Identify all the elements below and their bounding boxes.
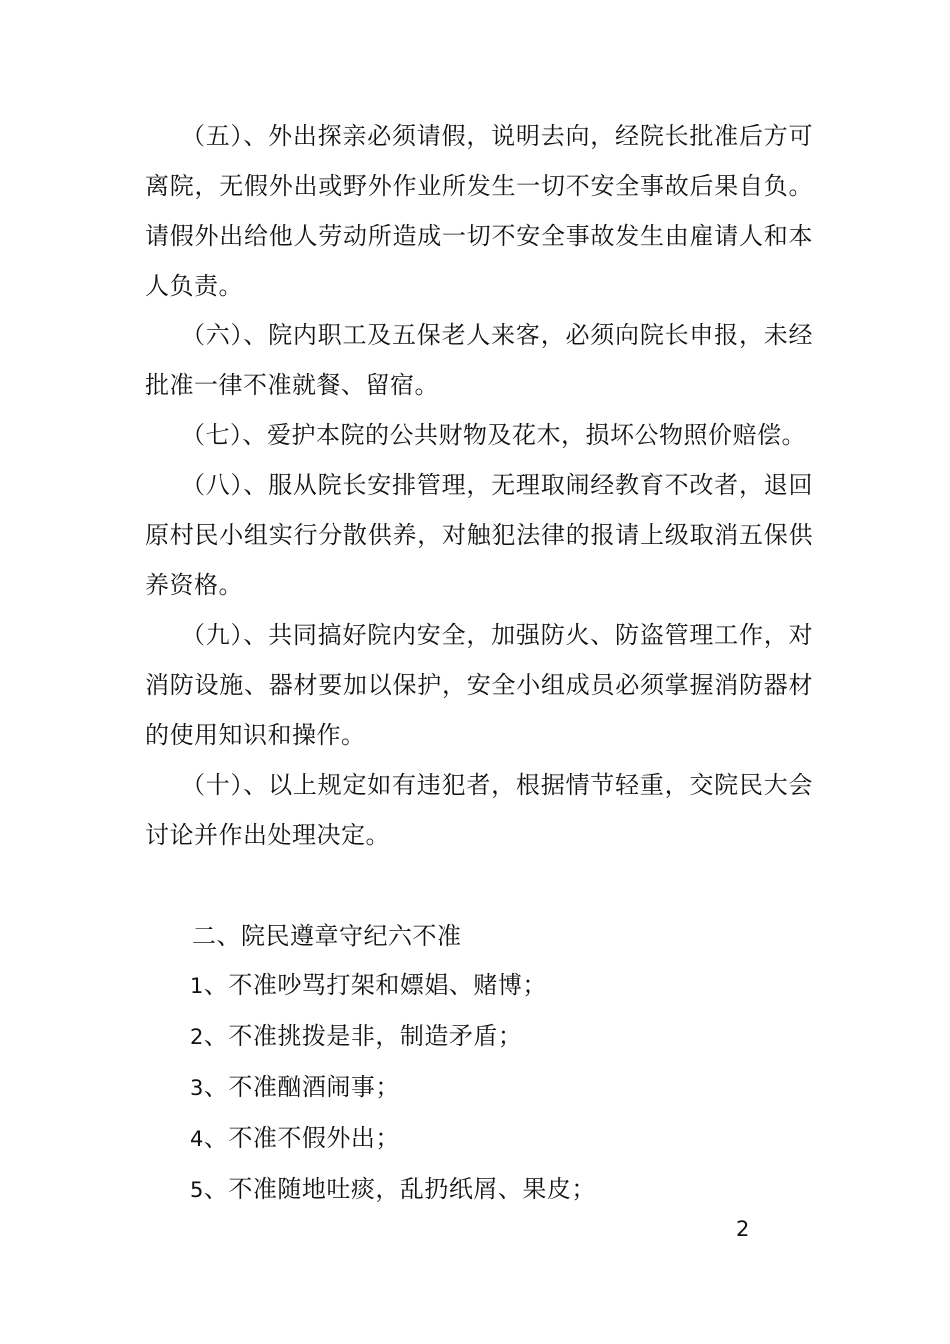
list-item xyxy=(190,1164,596,1215)
list-item-text: 、不准不假外出； xyxy=(203,1124,400,1152)
list-item-text: 、不准吵骂打架和嫖娼、赌博； xyxy=(203,971,547,999)
list-item-number: 1 xyxy=(190,974,204,998)
list-item-number: 5 xyxy=(190,1178,204,1202)
paragraph-rule-9: （九）、共同搞好院内安全，加强防火、防盗管理工作，对消防设施、器材要加以保护，安全小组成员必须掌握消防器材的使用知识和操作。 xyxy=(145,621,813,749)
list-item xyxy=(190,960,596,1011)
list-item-number: 3 xyxy=(190,1076,204,1100)
list-item-text: 、不准酗酒闹事； xyxy=(203,1073,400,1101)
prohibitions-list xyxy=(190,960,596,1215)
list-item xyxy=(190,1113,596,1164)
section-heading: 二、院民遵章守纪六不准 xyxy=(192,922,462,950)
paragraph-rule-5: （五）、外出探亲必须请假，说明去向，经院长批准后方可离院，无假外出或野外作业所发生一切不安全事故后果自负。请假外出给他人劳动所造成一切不安全事故发生由雇请人和本人负责。 xyxy=(145,122,813,300)
list-item xyxy=(190,1011,596,1062)
paragraph-rule-7: （七）、爱护本院的公共财物及花木，损坏公物照价赔偿。 xyxy=(181,421,806,449)
list-item-text: 、不准挑拨是非，制造矛盾； xyxy=(203,1022,523,1050)
paragraph-rule-10: （十）、以上规定如有违犯者，根据情节轻重，交院民大会讨论并作出处理决定。 xyxy=(145,771,813,849)
page-number: 2 xyxy=(736,1217,750,1241)
list-item-number: 4 xyxy=(190,1127,204,1151)
list-item xyxy=(190,1062,596,1113)
list-item-text: 、不准随地吐痰，乱扔纸屑、果皮； xyxy=(203,1175,596,1203)
paragraph-rule-6: （六）、院内职工及五保老人来客，必须向院长申报，未经批准一律不准就餐、留宿。 xyxy=(145,321,813,399)
list-item-number: 2 xyxy=(190,1025,204,1049)
paragraph-rule-8: （八）、服从院长安排管理，无理取闹经教育不改者，退回原村民小组实行分散供养，对触犯法律的报请上级取消五保供养资格。 xyxy=(145,471,813,599)
